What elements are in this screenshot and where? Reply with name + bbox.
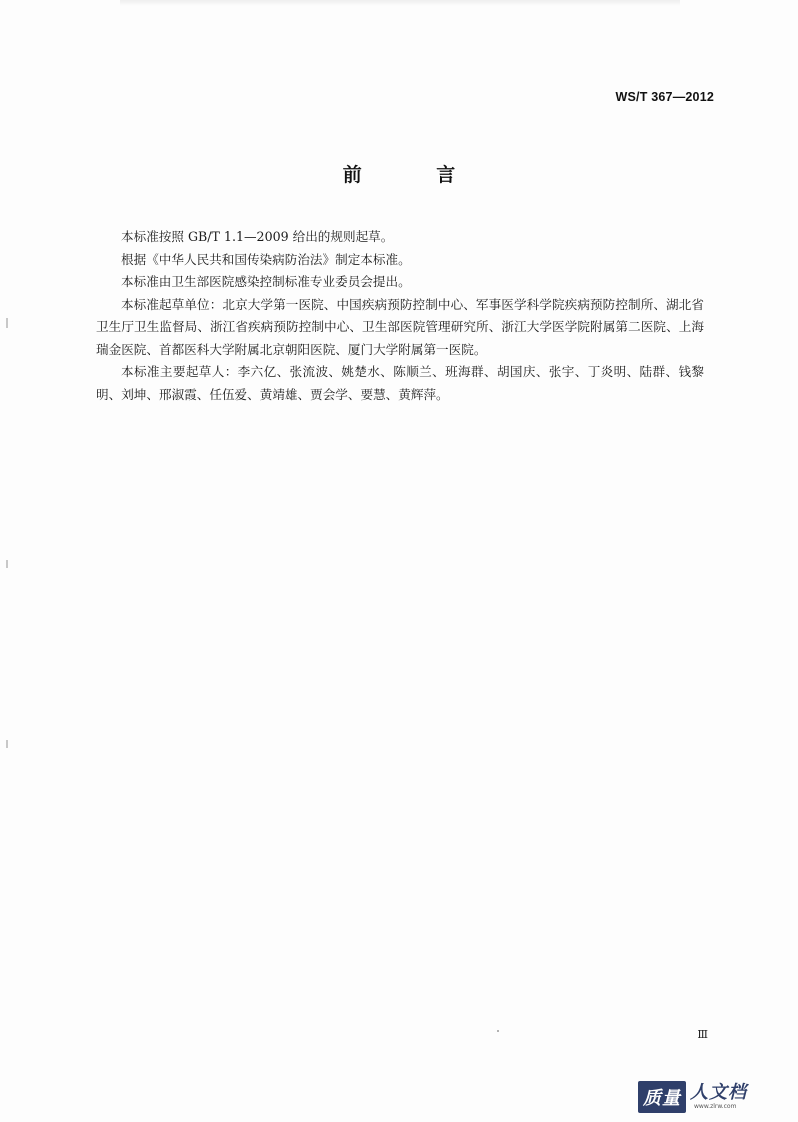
watermark-text: 人文档 bbox=[690, 1082, 747, 1103]
page-number: Ⅲ bbox=[697, 1028, 708, 1041]
paragraph: 根据《中华人民共和国传染病防治法》制定本标准。 bbox=[121, 251, 411, 267]
paragraph: 本标准起草单位：北京大学第一医院、中国疾病预防控制中心、军事医学科学院疾病预防控制所、湖北省卫生厅卫生监督局、浙江省疾病预防控制中心、卫生部医院管理研究所、浙江大学医学院附属第二医院、上海瑞金医院、首都医科大学附属北京朝阳医院、厦门大学附属第一医院。 bbox=[96, 296, 704, 357]
paragraph: 本标准主要起草人：李六亿、张流波、姚楚水、陈顺兰、班海群、胡国庆、张宇、丁炎明、陆群、钱黎明、刘坤、邢淑霞、任伍爱、黄靖雄、贾会学、要慧、黄辉萍。 bbox=[96, 364, 704, 402]
scan-edge-mark bbox=[6, 740, 8, 748]
watermark-logo bbox=[638, 1080, 790, 1114]
document-code: WS/T 367—2012 bbox=[615, 90, 714, 104]
scan-shadow bbox=[120, 0, 680, 6]
watermark-right bbox=[690, 1083, 747, 1111]
scan-speck bbox=[497, 1030, 499, 1032]
foreword-body bbox=[96, 226, 704, 406]
paragraph: 本标准由卫生部医院感染控制标准专业委员会提出。 bbox=[121, 274, 411, 289]
watermark-url: www.zlrw.com bbox=[694, 1103, 737, 1110]
scan-edge-mark bbox=[6, 560, 8, 568]
paragraph: 本标准按照 GB/T 1.1—2009 给出的规则起草。 bbox=[121, 229, 394, 244]
watermark-box-text: 质量 bbox=[638, 1081, 686, 1113]
scan-edge-mark bbox=[6, 318, 8, 328]
page-title: 前 言 bbox=[342, 164, 490, 186]
